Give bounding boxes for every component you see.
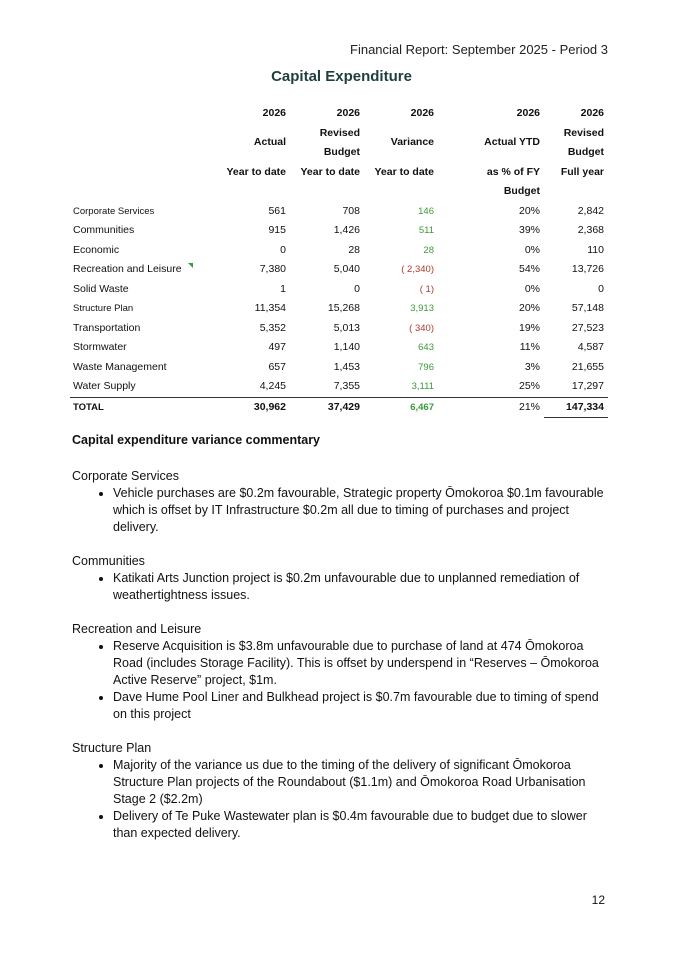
cell-budget: 5,040: [333, 263, 360, 275]
col-header-period: as % of FY: [486, 165, 540, 178]
col-header-period: Year to date: [374, 165, 434, 178]
page-number: 12: [591, 893, 605, 907]
table-header: [70, 104, 608, 202]
col-header-year: 2026: [336, 107, 360, 119]
section-title: Corporate Services: [72, 469, 179, 483]
col-header-budget: Budget: [503, 185, 540, 197]
page-title: Capital Expenditure: [271, 68, 412, 85]
row-label: Transportation: [73, 321, 141, 334]
cell-full-year: 57,148: [571, 302, 604, 314]
row-label: Water Supply: [73, 380, 136, 392]
cell-pct: 3%: [524, 360, 540, 373]
table-row: [70, 299, 608, 319]
cell-actual: 497: [268, 341, 286, 353]
total-full-year: 147,334: [544, 397, 608, 418]
cell-actual: 4,245: [259, 380, 286, 392]
total-label: TOTAL: [70, 397, 220, 418]
cell-variance: 3,913: [410, 303, 434, 314]
cell-variance: ( 2,340): [401, 264, 434, 275]
cell-actual: 0: [280, 243, 286, 256]
table-row: [70, 338, 608, 358]
cell-actual: 11,354: [254, 302, 286, 314]
cell-full-year: 0: [598, 282, 604, 295]
col-header-revised: Revised: [563, 126, 604, 139]
cell-pct: 25%: [518, 380, 540, 392]
col-header-year: 2026: [580, 107, 604, 119]
report-header: Financial Report: September 2025 - Period 3: [350, 42, 608, 57]
cell-budget: 28: [348, 243, 360, 256]
row-label: Corporate Services: [73, 205, 155, 217]
cell-budget: 1,453: [333, 360, 360, 373]
list-item: • Katikati Arts Junction project is $0.2m unfavourable due to unplanned remediation of weathertightness issues.: [113, 570, 612, 604]
cell-variance: 511: [418, 225, 434, 236]
cell-full-year: 2,368: [577, 224, 604, 236]
cell-pct: 20%: [518, 204, 540, 217]
col-header-variance: Variance: [390, 136, 434, 149]
cell-budget: 708: [342, 204, 360, 217]
col-header-year: 2026: [516, 107, 540, 119]
row-label: [70, 260, 220, 280]
col-header-budget: Budget: [567, 146, 604, 158]
cell-full-year: 27,523: [571, 321, 604, 334]
table-row: [70, 280, 608, 300]
list-item: • Vehicle purchases are $0.2m favourable, Strategic property Ōmokoroa $0.1m favourable which is offset by IT Infrastructure $0.2m all due to timing of purchases and project delivery.: [113, 485, 612, 536]
table-row: [70, 221, 608, 241]
cell-pct: 0%: [524, 282, 540, 295]
variance-commentary: [72, 432, 612, 859]
row-label: Solid Waste: [73, 282, 129, 295]
table-row: [70, 319, 608, 339]
capital-expenditure-table: [70, 104, 608, 418]
list-item: • Majority of the variance us due to the timing of the delivery of significant Ōmokoroa Structure Plan projects of the Roundabout ($1.1m) and Ōmokoroa Road Urbanisation Stage 2 ($2.2m): [113, 757, 612, 808]
cell-variance: 28: [423, 244, 434, 256]
col-header-year: 2026: [262, 107, 286, 119]
cell-variance: 3,111: [411, 381, 434, 392]
cell-full-year: 17,297: [571, 380, 604, 392]
cell-actual: 657: [268, 360, 286, 373]
cell-full-year: 4,587: [577, 341, 604, 353]
row-label: Waste Management: [73, 360, 167, 373]
cell-budget: 7,355: [333, 380, 360, 392]
col-header-period: Year to date: [226, 165, 286, 178]
cell-budget: 1,140: [333, 341, 360, 353]
cell-actual: 561: [268, 204, 286, 217]
cell-full-year: 2,842: [577, 204, 604, 217]
row-label: Communities: [73, 224, 135, 236]
cell-actual: 7,380: [259, 263, 286, 275]
cell-pct: 11%: [519, 341, 540, 353]
list-item: • Delivery of Te Puke Wastewater plan is $0.4m favourable due to budget due to slower than expected delivery.: [113, 808, 612, 842]
section-title: Structure Plan: [72, 741, 152, 755]
cell-actual: 1: [280, 282, 286, 295]
table-body: [70, 202, 608, 418]
cell-budget: 15,268: [327, 302, 360, 314]
cell-variance: 796: [418, 361, 434, 373]
cell-full-year: 110: [587, 243, 604, 256]
bullet-list: [72, 485, 612, 536]
total-pct: 21%: [438, 397, 544, 418]
col-header-period: Year to date: [300, 165, 360, 178]
cell-budget: 1,426: [333, 224, 360, 236]
comment-flag-icon: [188, 263, 193, 268]
row-label: Economic: [73, 243, 120, 256]
list-item: • Reserve Acquisition is $3.8m unfavourable due to purchase of land at 474 Ōmokoroa Road (includes Storage Facility). This is offset by underspend in “Reserves – Ōmokoroa Active Reserve” project, $1m.: [113, 638, 612, 689]
table-row: [70, 241, 608, 261]
table-total-row: [70, 397, 608, 418]
row-label: Structure Plan: [73, 303, 134, 314]
total-actual: 30,962: [220, 397, 290, 418]
section-title: Communities: [72, 554, 145, 568]
col-header-period: Full year: [560, 165, 604, 178]
row-label: Stormwater: [73, 341, 127, 353]
section-title: Recreation and Leisure: [72, 622, 202, 636]
cell-actual: 5,352: [259, 321, 286, 334]
bullet-list: [72, 570, 612, 604]
cell-budget: 5,013: [333, 321, 360, 334]
cell-full-year: 21,655: [571, 360, 604, 373]
cell-pct: 39%: [518, 224, 540, 236]
col-header-year: 2026: [410, 107, 434, 119]
total-variance: 6,467: [364, 397, 438, 418]
list-item: • Dave Hume Pool Liner and Bulkhead project is $0.7m favourable due to timing of spend on this project: [113, 689, 612, 723]
cell-actual: 915: [268, 224, 286, 236]
cell-variance: 146: [418, 205, 434, 217]
cell-variance: ( 1): [419, 283, 434, 295]
table-row: [70, 260, 608, 280]
row-label-text: Recreation and Leisure: [73, 263, 182, 275]
commentary-heading: Capital expenditure variance commentary: [72, 433, 321, 447]
bullet-list: [72, 757, 612, 842]
total-budget: 37,429: [290, 397, 364, 418]
col-header-budget: Budget: [323, 146, 360, 158]
col-header-revised: Revised: [319, 126, 360, 139]
cell-pct: 20%: [518, 302, 540, 314]
cell-pct: 0%: [524, 243, 540, 256]
cell-full-year: 13,726: [571, 263, 604, 275]
col-header-actual: Actual: [253, 136, 286, 149]
cell-pct: 19%: [518, 321, 540, 334]
col-header-actual-ytd: Actual YTD: [484, 136, 540, 149]
table-row: [70, 202, 608, 222]
bullet-list: [72, 638, 612, 723]
cell-budget: 0: [354, 282, 360, 295]
cell-variance: ( 340): [409, 322, 434, 334]
table-row: [70, 358, 608, 378]
cell-variance: 643: [418, 342, 434, 353]
table-row: [70, 377, 608, 397]
cell-pct: 54%: [518, 263, 540, 275]
